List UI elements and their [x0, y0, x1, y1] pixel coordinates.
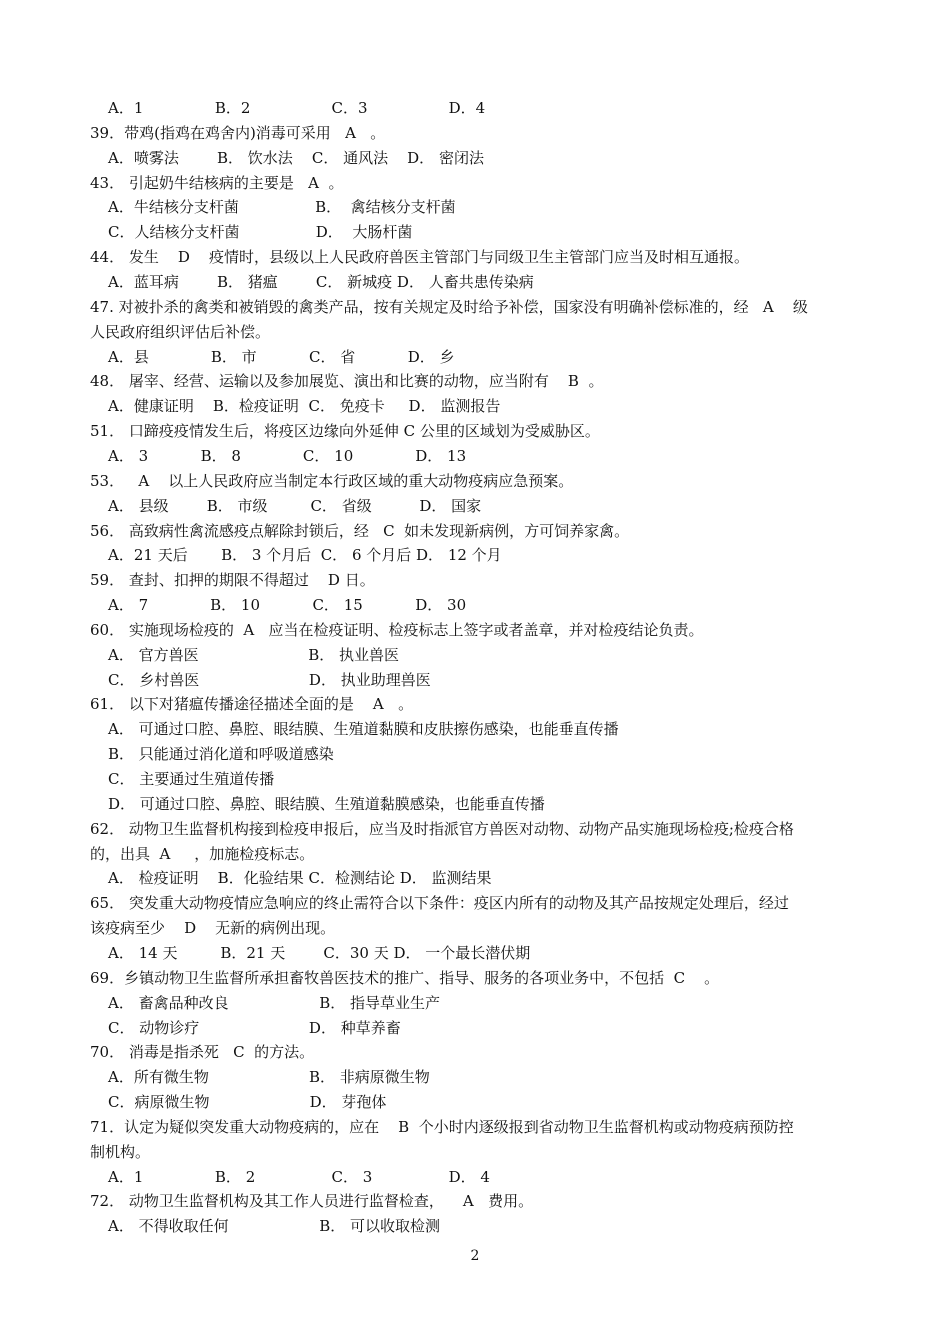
question-text-line: 人民政府组织评估后补偿。 [90, 322, 271, 341]
question-text-line: 制机构。 [90, 1142, 151, 1161]
question-text-line: 60． 实施现场检疫的 A 应当在检疫证明、检疫标志上签字或者盖章，并对检疫结论负责。 [90, 620, 704, 639]
answer-options-line: A．蓝耳病 B． 猪瘟 C． 新城疫 D． 人畜共患传染病 [108, 273, 534, 291]
answer-options-line: D． 可通过口腔、鼻腔、眼结膜、生殖道黏膜感染，也能垂直传播 [108, 794, 545, 813]
answer-options-line: C． 主要通过生殖道传播 [108, 770, 275, 788]
question-text-line: 69．乡镇动物卫生监督所承担畜牧兽医技术的推广、指导、服务的各项业务中，不包括 C 。 [90, 968, 720, 987]
question-text-line: 61． 以下对猪瘟传播途径描述全面的是 A 。 [90, 695, 414, 714]
answer-options-line: C．人结核分支杆菌 D． 大肠杆菌 [108, 223, 413, 242]
question-text-line: 39．带鸡(指鸡在鸡舍内)消毒可采用 A 。 [90, 123, 386, 142]
answer-options-line: A． 检疫证明 B．化验结果 C．检测结论 D． 监测结果 [108, 869, 492, 888]
question-text-line: 59． 查封、扣押的期限不得超过 D 日。 [90, 571, 375, 590]
answer-options-line: A． 县级 B． 市级 C． 省级 D． 国家 [108, 496, 482, 515]
question-text-line: 62． 动物卫生监督机构接到检疫申报后，应当及时指派官方兽医对动物、动物产品实施现场检疫;检疫合格 [90, 819, 794, 838]
answer-options-line: A． 不得收取任何 B． 可以收取检测 [108, 1217, 440, 1236]
answer-options-line: A． 畜禽品种改良 B． 指导草业生产 [108, 993, 440, 1012]
answer-options-line: A．1 B． 2 C． 3 D． 4 [108, 1167, 490, 1186]
answer-options-line: A． 3 B． 8 C． 10 D． 13 [108, 446, 467, 465]
question-text-line: 44． 发生 D 疫情时，县级以上人民政府兽医主管部门与同级卫生主管部门应当及时相互通报。 [90, 248, 750, 267]
answer-options-line: B． 只能通过消化道和呼吸道感染 [108, 745, 334, 764]
answer-options-line: A．喷雾法 B． 饮水法 C． 通风法 D． 密闭法 [108, 148, 484, 167]
question-text-line: 47. 对被扑杀的禽类和被销毁的禽类产品，按有关规定及时给予补偿，国家没有明确补偿标准的，经 A 级 [90, 297, 808, 316]
page-number: 2 [470, 1248, 480, 1264]
question-text-line: 的，出具 A ，加施检疫标志。 [90, 844, 315, 863]
question-text-line: 70． 消毒是指杀死 C 的方法。 [90, 1043, 315, 1062]
answer-options-line: A． 官方兽医 B． 执业兽医 [108, 645, 400, 664]
question-text-line: 51． 口蹄疫疫情发生后，将疫区边缘向外延伸 C 公里的区域划为受威胁区。 [90, 422, 600, 441]
question-text-line: 56． 高致病性禽流感疫点解除封锁后，经 C 如未发现新病例，方可饲养家禽。 [90, 521, 630, 540]
answer-options-line: C． 乡村兽医 D． 执业助理兽医 [108, 670, 431, 689]
question-text-line: 71．认定为疑似突发重大动物疫病的，应在 B 个小时内逐级报到省动物卫生监督机构或动物疫病预防控 [90, 1117, 794, 1136]
answer-options-line: A． 可通过口腔、鼻腔、眼结膜、生殖道黏膜和皮肤擦伤感染，也能垂直传播 [108, 720, 619, 739]
answer-options-line: A．21 天后 B． 3 个月后 C． 6 个月后 D． 12 个月 [108, 546, 502, 565]
question-text-line: 53． A 以上人民政府应当制定本行政区域的重大动物疫病应急预案。 [90, 471, 574, 490]
answer-options-line: C． 动物诊疗 D． 种草养畜 [108, 1018, 401, 1037]
answer-options-line: A．1 B．2 C．3 D．4 [108, 99, 486, 117]
answer-options-line: A． 7 B． 10 C． 15 D． 30 [108, 596, 467, 614]
question-text-line: 该疫病至少 D 无新的病例出现。 [90, 919, 336, 938]
question-text-line: 72． 动物卫生监督机构及其工作人员进行监督检查， A 费用。 [90, 1192, 534, 1211]
answer-options-line: A．健康证明 B．检疫证明 C． 免疫卡 D． 监测报告 [108, 397, 501, 416]
answer-options-line: A． 14 天 B．21 天 C．30 天 D． 一个最长潜伏期 [108, 943, 531, 962]
question-text-line: 48． 屠宰、经营、运输以及参加展览、演出和比赛的动物，应当附有 B 。 [90, 372, 604, 391]
answer-options-line: A．牛结核分支杆菌 B． 禽结核分支杆菌 [108, 198, 456, 217]
question-text-line: 65． 突发重大动物疫情应急响应的终止需符合以下条件：疫区内所有的动物及其产品按规定处理后，经过 [90, 894, 789, 913]
answer-options-line: A．所有微生物 B． 非病原微生物 [108, 1068, 430, 1087]
answer-options-line: C．病原微生物 D． 芽孢体 [108, 1093, 387, 1111]
answer-options-line: A．县 B． 市 C． 省 D． 乡 [108, 347, 455, 366]
question-text-line: 43． 引起奶牛结核病的主要是 A 。 [90, 173, 344, 192]
